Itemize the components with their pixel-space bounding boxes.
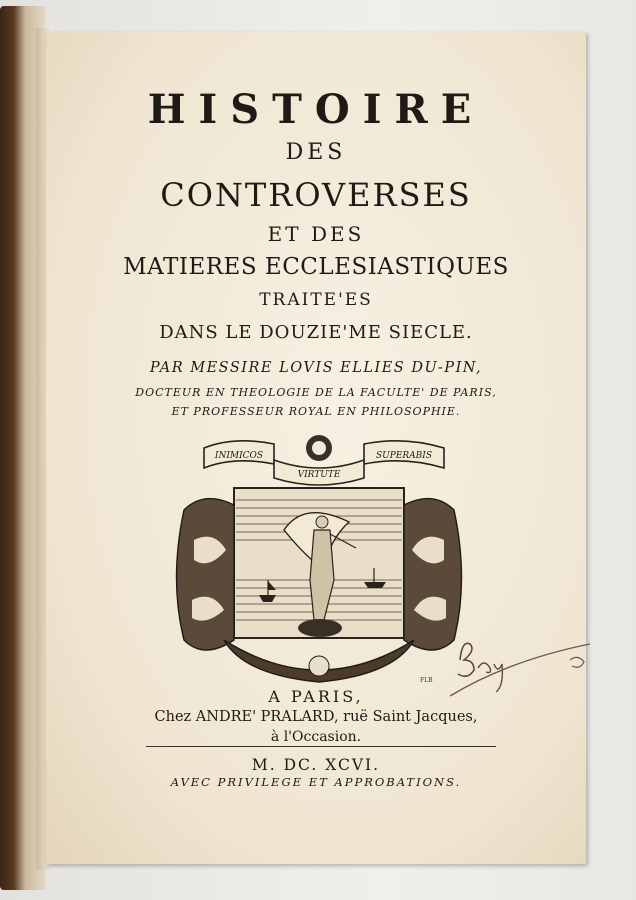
motto-left: INIMICOS <box>214 451 264 461</box>
title-line-traitees: TRAITE'ES <box>259 290 373 310</box>
imprint-city: A PARIS, <box>268 687 364 706</box>
motto-right: SUPERABIS <box>376 451 432 461</box>
handwritten-signature <box>450 630 600 700</box>
printer-vignette-engraving <box>164 430 474 690</box>
title-line-controverses: CONTROVERSES <box>160 176 472 214</box>
title-line-matieres: MATIERES ECCLESIASTIQUES <box>123 254 509 280</box>
title-line-des: DES <box>285 140 347 165</box>
title-line-et-des: ET DES <box>267 222 365 246</box>
author-credential-2: ET PROFESSEUR ROYAL EN PHILOSOPHIE. <box>171 405 461 418</box>
publication-year: M. DC. XCVI. <box>251 756 381 774</box>
book-title: HISTOIRE <box>147 86 485 133</box>
motto-center: VIRTUTE <box>297 470 341 480</box>
imprint-shop-sign: à l'Occasion. <box>270 729 362 745</box>
title-line-siecle: DANS LE DOUZIE'ME SIECLE. <box>159 322 473 343</box>
author-line: PAR MESSIRE LOVIS ELLIES DU-PIN, <box>149 360 483 376</box>
imprint-publisher: Chez ANDRE' PRALARD, ruë Saint Jacques, <box>154 709 478 725</box>
privilege-line: AVEC PRIVILEGE ET APPROBATIONS. <box>170 775 462 789</box>
title-page <box>46 32 586 864</box>
imprint-rule <box>146 746 496 747</box>
engraver-mark: FLB <box>420 677 433 684</box>
author-credential-1: DOCTEUR EN THEOLOGIE DE LA FACULTE' DE PARIS, <box>135 386 497 399</box>
